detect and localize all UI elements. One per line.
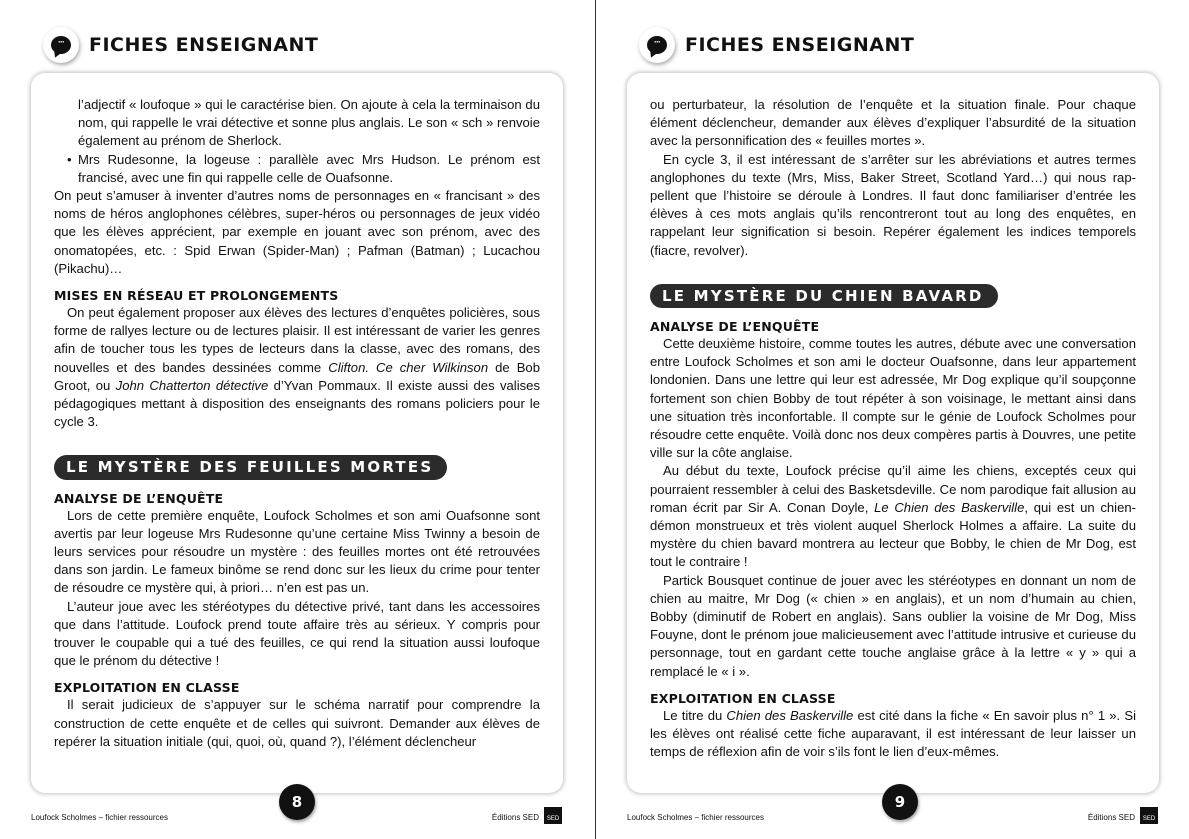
paragraph: Cette deuxième histoire, comme toutes les autres, débute avec une conversation entre Loufock Scholmes et son ami le docteur Ouafsonne, dans leur appartement londonien. Dans une lettre qui leur est adressée, Mr Dog explique qu’il soupçonne fortement son chien Bobby de tout répéter à son voisinage, le mettant ainsi dans une situation très inconfortable. Il compte sur le génie de Loufock Scholmes pour résoudre cette enquête. Voilà donc nos deux compères partis à Douvres, une petite ville sur la côte anglaise. bbox=[650, 336, 1136, 461]
paragraph: On peut s’amuser à inventer d’autres noms de personnages en « francisant » des noms de héros anglophones célèbres, super-héros ou personnages de jeux vidéo que les élèves apprécient, par exemple en jouant avec son prénom, avec des onomatopées, etc. : Spid Erwan (Spider-Man) ; Pafman (Batman) ; Lucachou (Pikachu)… bbox=[54, 188, 540, 276]
paragraph: Partick Bousquet continue de jouer avec les stéréotypes en donnant un nom de chien au maitre, Mr Dog (« chien » en anglais), et un nom d’humain au chien, Bobby (diminutif de Robert en anglais). Sans oublier la voisine de Mr Dog, Miss Fouyne, dont le prénom joue malicieusement avec l’attitude intrusive et curieuse du personnage, tout en gardant cette touche anglaise grâce à la lettre « y » qui a remplacé le « i ». bbox=[650, 572, 1136, 679]
paragraph: Au début du texte, Loufock précise qu’il aime les chiens, exceptés ceux qui pourraient ressembler à celui des Basketsdeville. Ce nom parodique fait allusion au roman écrit par Sir A. Conan Doyle, Le Chien des Baskerville, qui est un chien-démon monstrueux et très violent auquel Sherlock Holmes a affaire. La suite du mystère du chien bavard montrera au lecteur que Bobby, le chien de Mr Dog, est tout le contraire ! bbox=[650, 463, 1136, 570]
page-header bbox=[43, 28, 318, 62]
footer-book-title: Loufock Scholmes – fichier ressources bbox=[627, 813, 764, 822]
bullet-item: • Mrs Rudesonne, la logeuse : parallèle avec Mrs Hudson. Le prénom est francisé, avec une fin qui rappelle celle de Ouafsonne. bbox=[54, 151, 540, 187]
content-box bbox=[627, 73, 1159, 793]
content-body bbox=[650, 96, 1136, 762]
page-number: 9 bbox=[882, 784, 918, 820]
paragraph: L’auteur joue avec les stéréotypes du détective privé, tant dans les accessoires que dans l’attitude. Loufock prend toute affaire très au sérieux. Y compris pour trouver le coupable qui a tué des feuilles, ce qui rend la situation aussi loufoque que le prénom du détective ! bbox=[54, 598, 540, 669]
story-title-pill: LE MYSTÈRE DU CHIEN BAVARD bbox=[650, 284, 998, 308]
speech-bubble-icon: ··· bbox=[639, 27, 675, 63]
footer-publisher: Éditions SED bbox=[491, 813, 539, 822]
header-title: FICHES ENSEIGNANT bbox=[89, 34, 319, 56]
publisher-logo-icon: SED bbox=[1140, 807, 1158, 824]
paragraph: Il serait judicieux de s’appuyer sur le schéma narratif pour comprendre la construction de cette enquête et de celles qui suivront. Demander aux élèves de repérer la situation initiale (qui, quoi, où, quand ?), l’élément déclencheur bbox=[54, 697, 540, 749]
paragraph: l’adjectif « loufoque » qui le caractérise bien. On ajoute à cela la terminaison du nom, qui rappelle le vrai détective et sonne plus anglais. Le son « sch » renvoie également au prénom de Sherlock. bbox=[78, 97, 540, 149]
paragraph: Lors de cette première enquête, Loufock Scholmes et son ami Ouafsonne sont avertis par leur logeuse Mrs Rudesonne qu’une certaine Miss Twinny a besoin de leurs services pour résoudre un mystère : des feuilles mortes ont été retrouvées dans son jardin. Le fameux binôme se rend donc sur les lieux du crime pour tenter de résoudre ce mystère qui, à priori… n’en est pas un. bbox=[54, 507, 540, 596]
footer-publisher: Éditions SED bbox=[1087, 813, 1135, 822]
content-body bbox=[54, 96, 540, 751]
section-heading: ANALYSE DE L’ENQUÊTE bbox=[54, 490, 224, 506]
speech-bubble-icon: ··· bbox=[43, 27, 79, 63]
section-heading: EXPLOITATION EN CLASSE bbox=[54, 680, 240, 696]
header-title: FICHES ENSEIGNANT bbox=[685, 34, 915, 56]
section-heading: MISES EN RÉSEAU ET PROLONGEMENTS bbox=[54, 288, 339, 304]
page-number: 8 bbox=[279, 784, 315, 820]
page-right bbox=[596, 0, 1189, 839]
section-heading: EXPLOITATION EN CLASSE bbox=[650, 690, 836, 706]
content-box bbox=[31, 73, 563, 793]
footer-book-title: Loufock Scholmes – fichier ressources bbox=[31, 813, 168, 822]
paragraph: Le titre du Chien des Baskerville est cité dans la fiche « En savoir plus n° 1 ». Si les élèves ont réalisé cette fiche auparavant, il est intéressant de leur laisser un temps de réflexion afin de voir s’ils font le lien d’eux-mêmes. bbox=[650, 707, 1136, 760]
paragraph: ou perturbateur, la résolution de l’enquête et la situation finale. Pour chaque élément déclencheur, demander aux élèves d’expliquer l’absurdité de la situation avec la personnification des « feuilles mortes ». bbox=[650, 97, 1136, 149]
paragraph: En cycle 3, il est intéressant de s’arrêter sur les abréviations et autres termes anglophones du texte (Mrs, Miss, Baker Street, Scotland Yard…) qui nous rappellent que l’histoire se déroule à Londres. Il faut donc familiariser d’entrée les élèves à ces mots anglais qu’ils rencontreront tout au long des enquêtes, en rappelant leur signification si besoin. Repérer également les indices temporels (fiacre, revolver). bbox=[650, 151, 1136, 258]
story-title-pill: LE MYSTÈRE DES FEUILLES MORTES bbox=[54, 455, 447, 479]
page-header bbox=[639, 28, 914, 62]
publisher-logo-icon: SED bbox=[544, 807, 562, 824]
section-heading: ANALYSE DE L’ENQUÊTE bbox=[650, 319, 820, 335]
paragraph: On peut également proposer aux élèves des lectures d’enquêtes policières, sous forme de rallyes lecture ou de lectures plaisir. Il est intéressant de varier les genres afin de toucher tous les types de lecteurs dans la classe, avec des romans, des nouvelles et des bandes dessinées comme Clifton. Ce cher Wilkinson de Bob Groot, ou John Chatterton détective d’Yvan Pommaux. Il existe aussi des valises pédagogiques mettant à disposition des enseignants des romans policiers pour le cycle 3. bbox=[54, 305, 540, 430]
